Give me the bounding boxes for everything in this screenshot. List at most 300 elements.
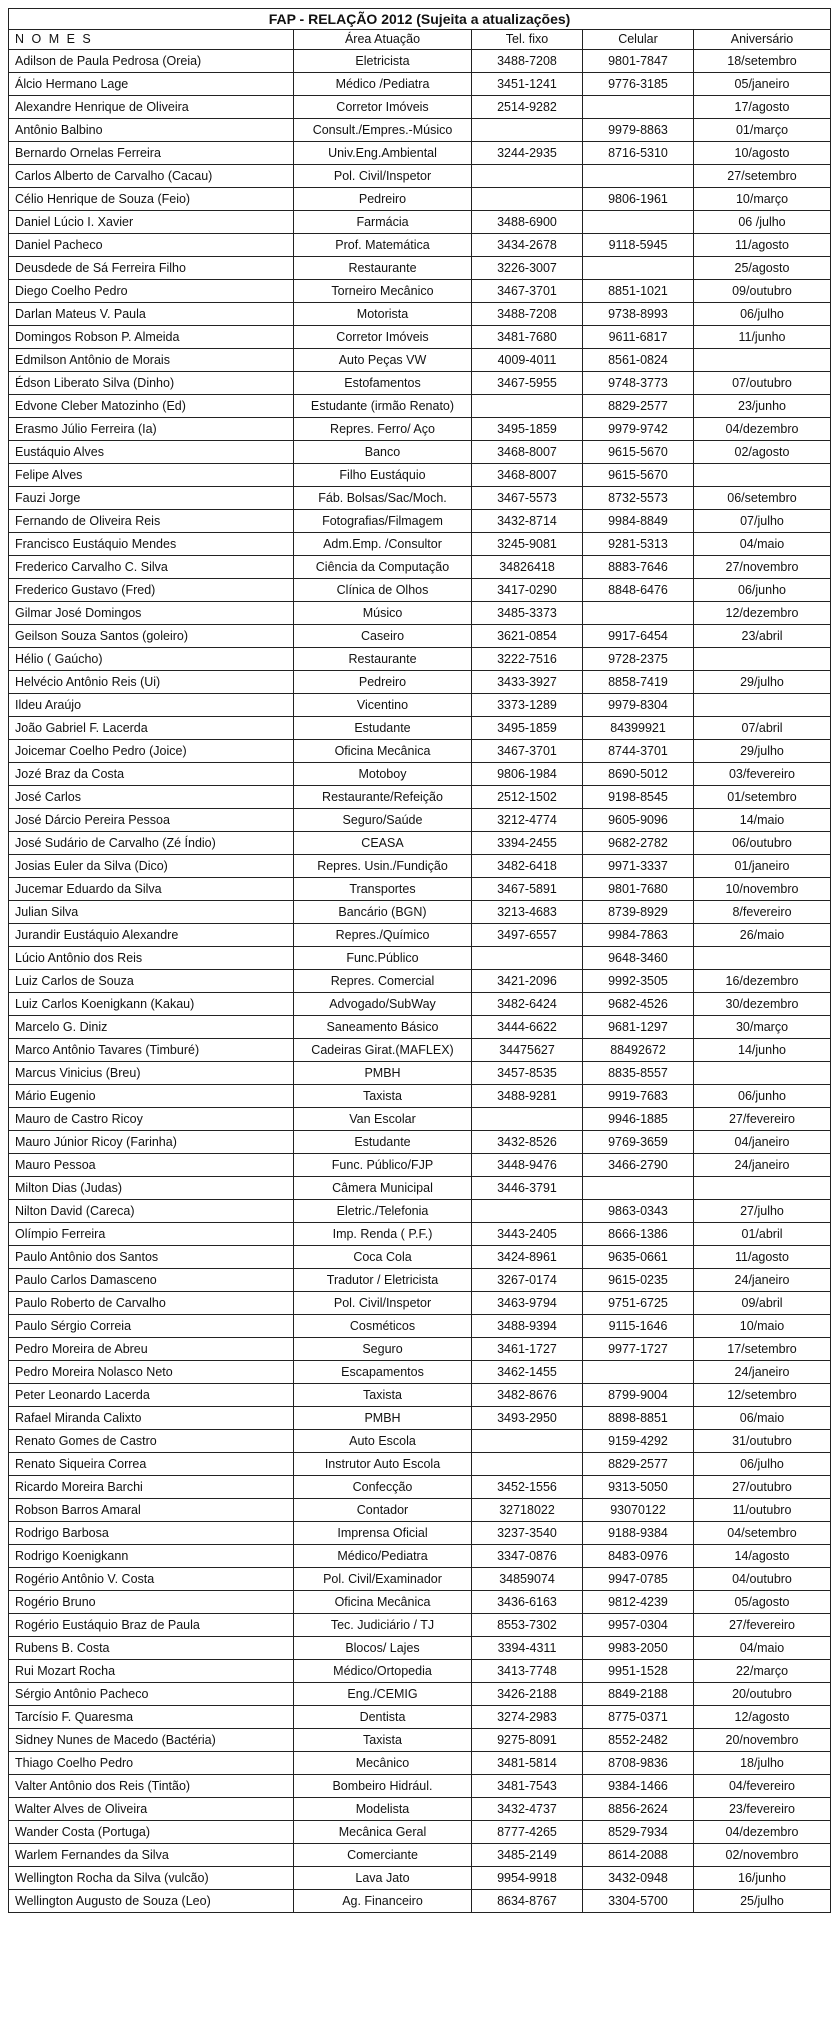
cell-mobile: 8799-9004 (583, 1384, 694, 1407)
cell-area: Eletricista (294, 50, 472, 73)
cell-name: Fauzi Jorge (9, 487, 294, 510)
cell-mobile: 9198-8545 (583, 786, 694, 809)
cell-landline: 3432-8526 (472, 1131, 583, 1154)
table-row (9, 970, 831, 993)
cell-birthday: 06/julho (694, 1453, 831, 1476)
table-row (9, 1062, 831, 1085)
table-row (9, 1614, 831, 1637)
table-row (9, 740, 831, 763)
cell-name: Renato Gomes de Castro (9, 1430, 294, 1453)
cell-area: Lava Jato (294, 1867, 472, 1890)
cell-name: Paulo Roberto de Carvalho (9, 1292, 294, 1315)
cell-birthday: 23/fevereiro (694, 1798, 831, 1821)
cell-area: Blocos/ Lajes (294, 1637, 472, 1660)
cell-birthday (694, 1177, 831, 1200)
cell-landline (472, 395, 583, 418)
cell-name: Olímpio Ferreira (9, 1223, 294, 1246)
cell-landline: 3621-0854 (472, 625, 583, 648)
cell-mobile: 8829-2577 (583, 395, 694, 418)
table-row (9, 947, 831, 970)
cell-name: José Dárcio Pereira Pessoa (9, 809, 294, 832)
table-row (9, 372, 831, 395)
cell-landline: 8553-7302 (472, 1614, 583, 1637)
cell-area: PMBH (294, 1407, 472, 1430)
cell-mobile (583, 1361, 694, 1384)
cell-birthday: 20/outubro (694, 1683, 831, 1706)
cell-landline: 2514-9282 (472, 96, 583, 119)
table-row (9, 1223, 831, 1246)
cell-area: Comerciante (294, 1844, 472, 1867)
cell-landline: 3436-6163 (472, 1591, 583, 1614)
cell-name: Daniel Lúcio I. Xavier (9, 211, 294, 234)
cell-landline: 3482-6424 (472, 993, 583, 1016)
cell-area: Restaurante (294, 257, 472, 280)
cell-birthday: 12/agosto (694, 1706, 831, 1729)
cell-landline: 3485-3373 (472, 602, 583, 625)
cell-name: Ricardo Moreira Barchi (9, 1476, 294, 1499)
cell-mobile: 9983-2050 (583, 1637, 694, 1660)
table-row (9, 1890, 831, 1913)
table-row (9, 165, 831, 188)
table-row (9, 1591, 831, 1614)
cell-name: Carlos Alberto de Carvalho (Cacau) (9, 165, 294, 188)
cell-name: Tarcísio F. Quaresma (9, 1706, 294, 1729)
table-row (9, 441, 831, 464)
table-row (9, 671, 831, 694)
cell-mobile: 8829-2577 (583, 1453, 694, 1476)
cell-area: Cadeiras Girat.(MAFLEX) (294, 1039, 472, 1062)
cell-landline: 4009-4011 (472, 349, 583, 372)
cell-landline: 3467-3701 (472, 740, 583, 763)
cell-name: Rogério Eustáquio Braz de Paula (9, 1614, 294, 1637)
cell-mobile: 9801-7680 (583, 878, 694, 901)
cell-area: Tradutor / Eletricista (294, 1269, 472, 1292)
cell-birthday: 29/julho (694, 740, 831, 763)
cell-landline: 32718022 (472, 1499, 583, 1522)
cell-mobile: 8614-2088 (583, 1844, 694, 1867)
table-row (9, 556, 831, 579)
table-row (9, 395, 831, 418)
cell-name: Gilmar José Domingos (9, 602, 294, 625)
cell-birthday: 11/outubro (694, 1499, 831, 1522)
cell-birthday: 05/janeiro (694, 73, 831, 96)
cell-area: Taxista (294, 1729, 472, 1752)
table-row (9, 1821, 831, 1844)
cell-mobile: 9313-5050 (583, 1476, 694, 1499)
table-row (9, 694, 831, 717)
cell-mobile: 9979-8304 (583, 694, 694, 717)
cell-landline: 3462-1455 (472, 1361, 583, 1384)
cell-landline: 3413-7748 (472, 1660, 583, 1683)
cell-landline: 3432-4737 (472, 1798, 583, 1821)
cell-birthday: 17/agosto (694, 96, 831, 119)
table-row (9, 1246, 831, 1269)
cell-area: Repres. Comercial (294, 970, 472, 993)
cell-mobile: 8739-8929 (583, 901, 694, 924)
cell-landline: 3426-2188 (472, 1683, 583, 1706)
cell-birthday: 14/junho (694, 1039, 831, 1062)
table-row (9, 924, 831, 947)
cell-landline: 3497-6557 (472, 924, 583, 947)
cell-area: Van Escolar (294, 1108, 472, 1131)
cell-area: Auto Escola (294, 1430, 472, 1453)
cell-birthday: 03/fevereiro (694, 763, 831, 786)
table-row (9, 510, 831, 533)
cell-birthday: 18/setembro (694, 50, 831, 73)
cell-area: Escapamentos (294, 1361, 472, 1384)
cell-birthday: 11/agosto (694, 1246, 831, 1269)
cell-area: Músico (294, 602, 472, 625)
table-row (9, 50, 831, 73)
cell-mobile: 8529-7934 (583, 1821, 694, 1844)
cell-birthday (694, 464, 831, 487)
cell-area: Fáb. Bolsas/Sac/Moch. (294, 487, 472, 510)
cell-area: Restaurante (294, 648, 472, 671)
cell-area: Seguro/Saúde (294, 809, 472, 832)
table-row (9, 579, 831, 602)
cell-birthday (694, 648, 831, 671)
cell-name: Luiz Carlos Koenigkann (Kakau) (9, 993, 294, 1016)
cell-mobile: 8744-3701 (583, 740, 694, 763)
cell-birthday: 27/outubro (694, 1476, 831, 1499)
cell-name: Célio Henrique de Souza (Feio) (9, 188, 294, 211)
cell-name: Álcio Hermano Lage (9, 73, 294, 96)
cell-birthday: 27/novembro (694, 556, 831, 579)
table-row (9, 211, 831, 234)
cell-landline: 8634-8767 (472, 1890, 583, 1913)
table-row (9, 1430, 831, 1453)
header-birthday: Aniversário (694, 30, 831, 50)
cell-area: PMBH (294, 1062, 472, 1085)
cell-area: Adm.Emp. /Consultor (294, 533, 472, 556)
cell-landline: 3468-8007 (472, 464, 583, 487)
cell-landline: 3446-3791 (472, 1177, 583, 1200)
table-row (9, 487, 831, 510)
table-row (9, 993, 831, 1016)
cell-name: Rubens B. Costa (9, 1637, 294, 1660)
cell-area: Bancário (BGN) (294, 901, 472, 924)
cell-name: Francisco Eustáquio Mendes (9, 533, 294, 556)
cell-birthday: 25/julho (694, 1890, 831, 1913)
table-row (9, 1798, 831, 1821)
cell-birthday: 24/janeiro (694, 1269, 831, 1292)
cell-birthday: 25/agosto (694, 257, 831, 280)
cell-name: Hélio ( Gaúcho) (9, 648, 294, 671)
cell-name: Wander Costa (Portuga) (9, 1821, 294, 1844)
cell-area: Confecção (294, 1476, 472, 1499)
cell-landline (472, 1453, 583, 1476)
cell-mobile: 9863-0343 (583, 1200, 694, 1223)
cell-mobile (583, 1177, 694, 1200)
cell-birthday: 30/março (694, 1016, 831, 1039)
cell-birthday: 27/julho (694, 1200, 831, 1223)
cell-mobile: 8856-2624 (583, 1798, 694, 1821)
cell-area: Motoboy (294, 763, 472, 786)
cell-landline: 3373-1289 (472, 694, 583, 717)
cell-mobile: 9806-1961 (583, 188, 694, 211)
cell-mobile: 84399921 (583, 717, 694, 740)
table-row (9, 533, 831, 556)
cell-birthday: 24/janeiro (694, 1154, 831, 1177)
table-row (9, 349, 831, 372)
cell-name: Daniel Pacheco (9, 234, 294, 257)
table-row (9, 1292, 831, 1315)
cell-area: Ag. Financeiro (294, 1890, 472, 1913)
cell-birthday: 09/outubro (694, 280, 831, 303)
table-row (9, 1039, 831, 1062)
cell-area: Ciência da Computação (294, 556, 472, 579)
cell-landline: 3467-5573 (472, 487, 583, 510)
cell-birthday: 04/fevereiro (694, 1775, 831, 1798)
cell-mobile: 9979-9742 (583, 418, 694, 441)
table-row (9, 303, 831, 326)
cell-mobile: 8849-2188 (583, 1683, 694, 1706)
table-row (9, 1453, 831, 1476)
cell-landline: 3482-8676 (472, 1384, 583, 1407)
table-row (9, 1752, 831, 1775)
cell-area: Repres. Usin./Fundição (294, 855, 472, 878)
cell-birthday: 10/agosto (694, 142, 831, 165)
cell-name: Frederico Carvalho C. Silva (9, 556, 294, 579)
cell-landline (472, 119, 583, 142)
cell-landline: 34859074 (472, 1568, 583, 1591)
table-row (9, 809, 831, 832)
cell-landline: 3245-9081 (472, 533, 583, 556)
cell-area: Corretor Imóveis (294, 96, 472, 119)
cell-name: Rogério Bruno (9, 1591, 294, 1614)
cell-name: Marcus Vinicius (Breu) (9, 1062, 294, 1085)
cell-birthday (694, 1062, 831, 1085)
cell-area: Pol. Civil/Inspetor (294, 1292, 472, 1315)
table-row (9, 188, 831, 211)
cell-mobile (583, 257, 694, 280)
cell-area: Estudante (294, 1131, 472, 1154)
cell-name: Rodrigo Barbosa (9, 1522, 294, 1545)
cell-mobile: 9738-8993 (583, 303, 694, 326)
table-row (9, 1499, 831, 1522)
cell-mobile (583, 602, 694, 625)
cell-landline: 9954-9918 (472, 1867, 583, 1890)
cell-birthday: 04/setembro (694, 1522, 831, 1545)
cell-birthday: 06/outubro (694, 832, 831, 855)
cell-name: Fernando de Oliveira Reis (9, 510, 294, 533)
cell-mobile: 9947-0785 (583, 1568, 694, 1591)
cell-landline: 3495-1859 (472, 717, 583, 740)
cell-birthday: 04/outubro (694, 1568, 831, 1591)
cell-mobile: 9951-1528 (583, 1660, 694, 1683)
cell-area: Clínica de Olhos (294, 579, 472, 602)
cell-birthday: 8/fevereiro (694, 901, 831, 924)
cell-name: Diego Coelho Pedro (9, 280, 294, 303)
table-row (9, 1016, 831, 1039)
cell-birthday: 04/dezembro (694, 418, 831, 441)
table-header (9, 30, 831, 50)
cell-birthday: 23/abril (694, 625, 831, 648)
cell-landline: 3495-1859 (472, 418, 583, 441)
member-table (8, 8, 831, 1913)
cell-mobile: 9769-3659 (583, 1131, 694, 1154)
cell-birthday: 02/novembro (694, 1844, 831, 1867)
cell-name: Josias Euler da Silva (Dico) (9, 855, 294, 878)
cell-area: Pedreiro (294, 671, 472, 694)
cell-mobile: 9728-2375 (583, 648, 694, 671)
cell-landline: 3452-1556 (472, 1476, 583, 1499)
table-row (9, 73, 831, 96)
cell-name: Pedro Moreira Nolasco Neto (9, 1361, 294, 1384)
cell-mobile: 8483-0976 (583, 1545, 694, 1568)
cell-mobile: 8848-6476 (583, 579, 694, 602)
header-mobile: Celular (583, 30, 694, 50)
cell-mobile: 9748-3773 (583, 372, 694, 395)
cell-area: Motorista (294, 303, 472, 326)
table-row (9, 717, 831, 740)
cell-area: Modelista (294, 1798, 472, 1821)
cell-name: Mauro Júnior Ricoy (Farinha) (9, 1131, 294, 1154)
cell-mobile: 9946-1885 (583, 1108, 694, 1131)
cell-birthday: 30/dezembro (694, 993, 831, 1016)
cell-birthday: 04/maio (694, 1637, 831, 1660)
cell-landline: 3443-2405 (472, 1223, 583, 1246)
cell-birthday: 12/dezembro (694, 602, 831, 625)
cell-mobile: 88492672 (583, 1039, 694, 1062)
cell-name: Julian Silva (9, 901, 294, 924)
cell-name: Wellington Augusto de Souza (Leo) (9, 1890, 294, 1913)
cell-name: Nilton David (Careca) (9, 1200, 294, 1223)
table-row (9, 1683, 831, 1706)
cell-area: Taxista (294, 1085, 472, 1108)
cell-mobile: 8775-0371 (583, 1706, 694, 1729)
cell-area: Pol. Civil/Examinador (294, 1568, 472, 1591)
cell-name: Milton Dias (Judas) (9, 1177, 294, 1200)
cell-mobile: 9801-7847 (583, 50, 694, 73)
table-row (9, 1384, 831, 1407)
table-row (9, 1200, 831, 1223)
cell-mobile: 8858-7419 (583, 671, 694, 694)
header-names: N O M E S (9, 30, 294, 50)
cell-birthday: 06/setembro (694, 487, 831, 510)
table-row (9, 1637, 831, 1660)
table-row (9, 1706, 831, 1729)
cell-area: Filho Eustáquio (294, 464, 472, 487)
table-row (9, 625, 831, 648)
table-body (9, 50, 831, 1913)
cell-birthday: 31/outubro (694, 1430, 831, 1453)
cell-area: Médico/Pediatra (294, 1545, 472, 1568)
cell-mobile: 8883-7646 (583, 556, 694, 579)
cell-landline: 3434-2678 (472, 234, 583, 257)
cell-name: Wellington Rocha da Silva (vulcão) (9, 1867, 294, 1890)
cell-birthday: 02/agosto (694, 441, 831, 464)
cell-name: Robson Barros Amaral (9, 1499, 294, 1522)
table-row (9, 1269, 831, 1292)
cell-mobile: 8561-0824 (583, 349, 694, 372)
cell-area: Univ.Eng.Ambiental (294, 142, 472, 165)
cell-name: Lúcio Antônio dos Reis (9, 947, 294, 970)
cell-name: Darlan Mateus V. Paula (9, 303, 294, 326)
cell-mobile: 9812-4239 (583, 1591, 694, 1614)
cell-birthday: 01/setembro (694, 786, 831, 809)
cell-name: Paulo Antônio dos Santos (9, 1246, 294, 1269)
cell-landline: 3481-7680 (472, 326, 583, 349)
cell-mobile: 9979-8863 (583, 119, 694, 142)
cell-name: Édson Liberato Silva (Dinho) (9, 372, 294, 395)
cell-name: Thiago Coelho Pedro (9, 1752, 294, 1775)
cell-area: Médico/Ortopedia (294, 1660, 472, 1683)
cell-landline: 8777-4265 (472, 1821, 583, 1844)
cell-mobile: 9605-9096 (583, 809, 694, 832)
cell-mobile: 9615-5670 (583, 441, 694, 464)
cell-area: CEASA (294, 832, 472, 855)
cell-area: Banco (294, 441, 472, 464)
cell-mobile: 9776-3185 (583, 73, 694, 96)
cell-name: Adilson de Paula Pedrosa (Oreia) (9, 50, 294, 73)
cell-area: Mecânica Geral (294, 1821, 472, 1844)
table-row (9, 119, 831, 142)
cell-birthday: 10/novembro (694, 878, 831, 901)
cell-birthday: 29/julho (694, 671, 831, 694)
cell-landline (472, 165, 583, 188)
cell-mobile: 9118-5945 (583, 234, 694, 257)
cell-name: Edmilson Antônio de Morais (9, 349, 294, 372)
cell-mobile: 9957-0304 (583, 1614, 694, 1637)
cell-name: Erasmo Júlio Ferreira (Ia) (9, 418, 294, 441)
cell-mobile: 9682-2782 (583, 832, 694, 855)
table-row (9, 1131, 831, 1154)
cell-birthday: 06/junho (694, 579, 831, 602)
table-row (9, 1338, 831, 1361)
cell-area: Fotografias/Filmagem (294, 510, 472, 533)
cell-birthday: 27/fevereiro (694, 1614, 831, 1637)
cell-area: Eng./CEMIG (294, 1683, 472, 1706)
cell-area: Oficina Mecânica (294, 740, 472, 763)
cell-area: Eletric./Telefonia (294, 1200, 472, 1223)
cell-area: Dentista (294, 1706, 472, 1729)
cell-birthday: 07/julho (694, 510, 831, 533)
cell-area: Auto Peças VW (294, 349, 472, 372)
cell-landline: 3421-2096 (472, 970, 583, 993)
cell-birthday (694, 694, 831, 717)
table-row (9, 464, 831, 487)
table-row (9, 1361, 831, 1384)
cell-birthday: 23/junho (694, 395, 831, 418)
cell-area: Vicentino (294, 694, 472, 717)
cell-mobile: 9992-3505 (583, 970, 694, 993)
table-row (9, 280, 831, 303)
table-row (9, 1177, 831, 1200)
cell-birthday: 04/maio (694, 533, 831, 556)
cell-mobile: 9971-3337 (583, 855, 694, 878)
cell-landline: 3485-2149 (472, 1844, 583, 1867)
cell-area: Corretor Imóveis (294, 326, 472, 349)
table-row (9, 1154, 831, 1177)
cell-area: Torneiro Mecânico (294, 280, 472, 303)
cell-landline: 3461-1727 (472, 1338, 583, 1361)
cell-mobile: 8690-5012 (583, 763, 694, 786)
cell-name: Eustáquio Alves (9, 441, 294, 464)
cell-landline: 3226-3007 (472, 257, 583, 280)
cell-landline: 3488-6900 (472, 211, 583, 234)
cell-mobile: 9984-7863 (583, 924, 694, 947)
cell-mobile: 3432-0948 (583, 1867, 694, 1890)
cell-area: Mecânico (294, 1752, 472, 1775)
cell-landline: 3394-2455 (472, 832, 583, 855)
cell-name: Paulo Carlos Damasceno (9, 1269, 294, 1292)
cell-mobile: 3466-2790 (583, 1154, 694, 1177)
cell-name: Ildeu Araújo (9, 694, 294, 717)
cell-area: Prof. Matemática (294, 234, 472, 257)
cell-birthday: 06/maio (694, 1407, 831, 1430)
cell-landline: 3237-3540 (472, 1522, 583, 1545)
